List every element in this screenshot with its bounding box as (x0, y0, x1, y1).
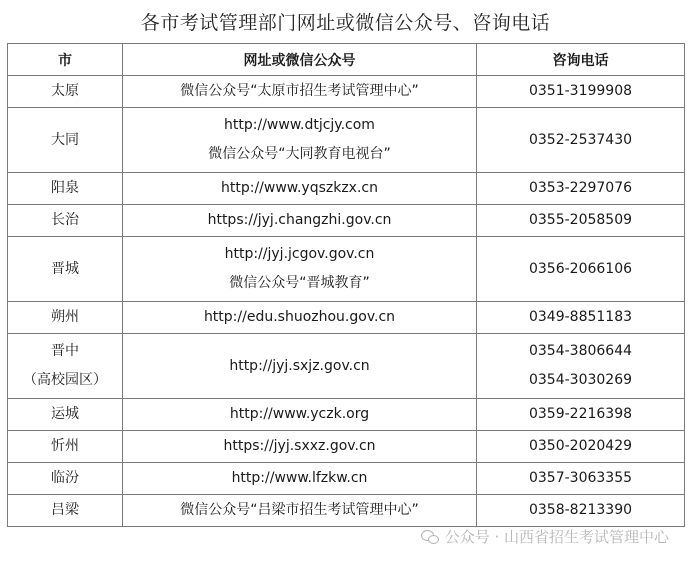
phone-cell-text: 0356-2066106 (528, 260, 633, 277)
header-phone: 咨询电话 (477, 44, 685, 76)
phone-cell (477, 495, 685, 527)
watermark (421, 526, 669, 547)
phone-cell (477, 108, 685, 173)
city-cell-text: 大同 (51, 131, 79, 148)
site-cell-text[interactable]: http://www.yczk.org (229, 406, 370, 422)
phone-cell-text: 0353-2297076 (528, 180, 633, 196)
site-cell (123, 108, 477, 173)
city-cell-text: 太原 (51, 83, 79, 99)
site-cell-text: 微信公众号“大同教育电视台” (208, 146, 391, 162)
site-cell (123, 495, 477, 527)
table-row (8, 463, 685, 495)
page-title: 各市考试管理部门网址或微信公众号、咨询电话 (140, 12, 551, 34)
city-cell (8, 205, 123, 237)
table-header-row (8, 44, 685, 76)
site-cell-text[interactable]: https://jyj.changzhi.gov.cn (207, 212, 392, 228)
site-cell (123, 431, 477, 463)
table-row (8, 108, 685, 173)
phone-cell (477, 334, 685, 399)
city-cell (8, 334, 123, 399)
phone-cell (477, 463, 685, 495)
phone-cell (477, 237, 685, 302)
table-row (8, 173, 685, 205)
city-cell-text: 阳泉 (51, 180, 79, 196)
phone-cell (477, 399, 685, 431)
phone-cell-text: 0354-3030269 (528, 372, 633, 388)
city-cell (8, 173, 123, 205)
site-cell-text: 微信公众号“晋城教育” (229, 275, 370, 291)
city-cell (8, 399, 123, 431)
city-cell-text: 长治 (51, 212, 79, 228)
table-row (8, 205, 685, 237)
site-cell (123, 463, 477, 495)
phone-cell (477, 431, 685, 463)
city-cell-text: 运城 (51, 406, 79, 422)
site-cell-text[interactable]: http://jyj.jcgov.gov.cn (224, 246, 375, 262)
city-cell-text: 临汾 (51, 470, 79, 486)
phone-cell-text: 0359-2216398 (528, 406, 633, 422)
table-row (8, 399, 685, 431)
city-cell (8, 431, 123, 463)
city-cell-text: 忻州 (51, 438, 79, 454)
city-cell (8, 495, 123, 527)
site-cell (123, 76, 477, 108)
site-cell (123, 205, 477, 237)
site-cell-text[interactable]: https://jyj.sxxz.gov.cn (223, 438, 376, 454)
site-cell (123, 302, 477, 334)
header-site: 网址或微信公众号 (123, 44, 477, 76)
phone-cell-text: 0351-3199908 (528, 83, 633, 99)
table-row (8, 237, 685, 302)
table-row (8, 431, 685, 463)
phone-cell-text: 0350-2020429 (528, 438, 633, 454)
site-cell (123, 237, 477, 302)
city-cell-text: 朔州 (51, 309, 79, 325)
city-cell (8, 108, 123, 173)
city-cell (8, 237, 123, 302)
city-cell (8, 463, 123, 495)
site-cell-text[interactable]: http://jyj.sxjz.gov.cn (229, 357, 370, 374)
site-cell-text[interactable]: http://www.dtjcjy.com (224, 117, 375, 133)
watermark-text: 公众号 · 山西省招生考试管理中心 (444, 528, 669, 546)
phone-cell-text: 0355-2058509 (528, 212, 633, 228)
city-cell (8, 76, 123, 108)
phone-cell-text: 0349-8851183 (528, 309, 633, 325)
phone-cell (477, 205, 685, 237)
site-cell-text[interactable]: http://www.lfzkw.cn (231, 470, 368, 486)
phone-cell-text: 0358-8213390 (528, 502, 633, 518)
city-cell-text: 晋城 (51, 260, 79, 277)
phone-cell (477, 173, 685, 205)
header-city: 市 (8, 44, 123, 76)
site-cell (123, 173, 477, 205)
table-row (8, 495, 685, 527)
site-cell-text: 微信公众号“太原市招生考试管理中心” (180, 83, 419, 99)
site-cell-text[interactable]: http://www.yqszkzx.cn (221, 180, 378, 196)
phone-cell-text: 0352-2537430 (528, 131, 633, 148)
site-cell-text: 微信公众号“吕梁市招生考试管理中心” (180, 502, 419, 518)
phone-cell (477, 76, 685, 108)
phone-cell-text: 0354-3806644 (528, 343, 633, 359)
table-row (8, 334, 685, 399)
table-row (8, 76, 685, 108)
city-cell-text: 晋中 (51, 343, 79, 359)
city-cell-text: 吕梁 (51, 502, 79, 518)
site-cell-text[interactable]: http://edu.shuozhou.gov.cn (203, 309, 396, 325)
wechat-icon (421, 530, 439, 544)
table-row (8, 302, 685, 334)
city-cell-text: （高校园区） (23, 372, 107, 388)
phone-cell (477, 302, 685, 334)
site-cell (123, 334, 477, 399)
site-cell (123, 399, 477, 431)
phone-cell-text: 0357-3063355 (528, 470, 633, 486)
city-cell (8, 302, 123, 334)
contact-table (7, 43, 685, 527)
